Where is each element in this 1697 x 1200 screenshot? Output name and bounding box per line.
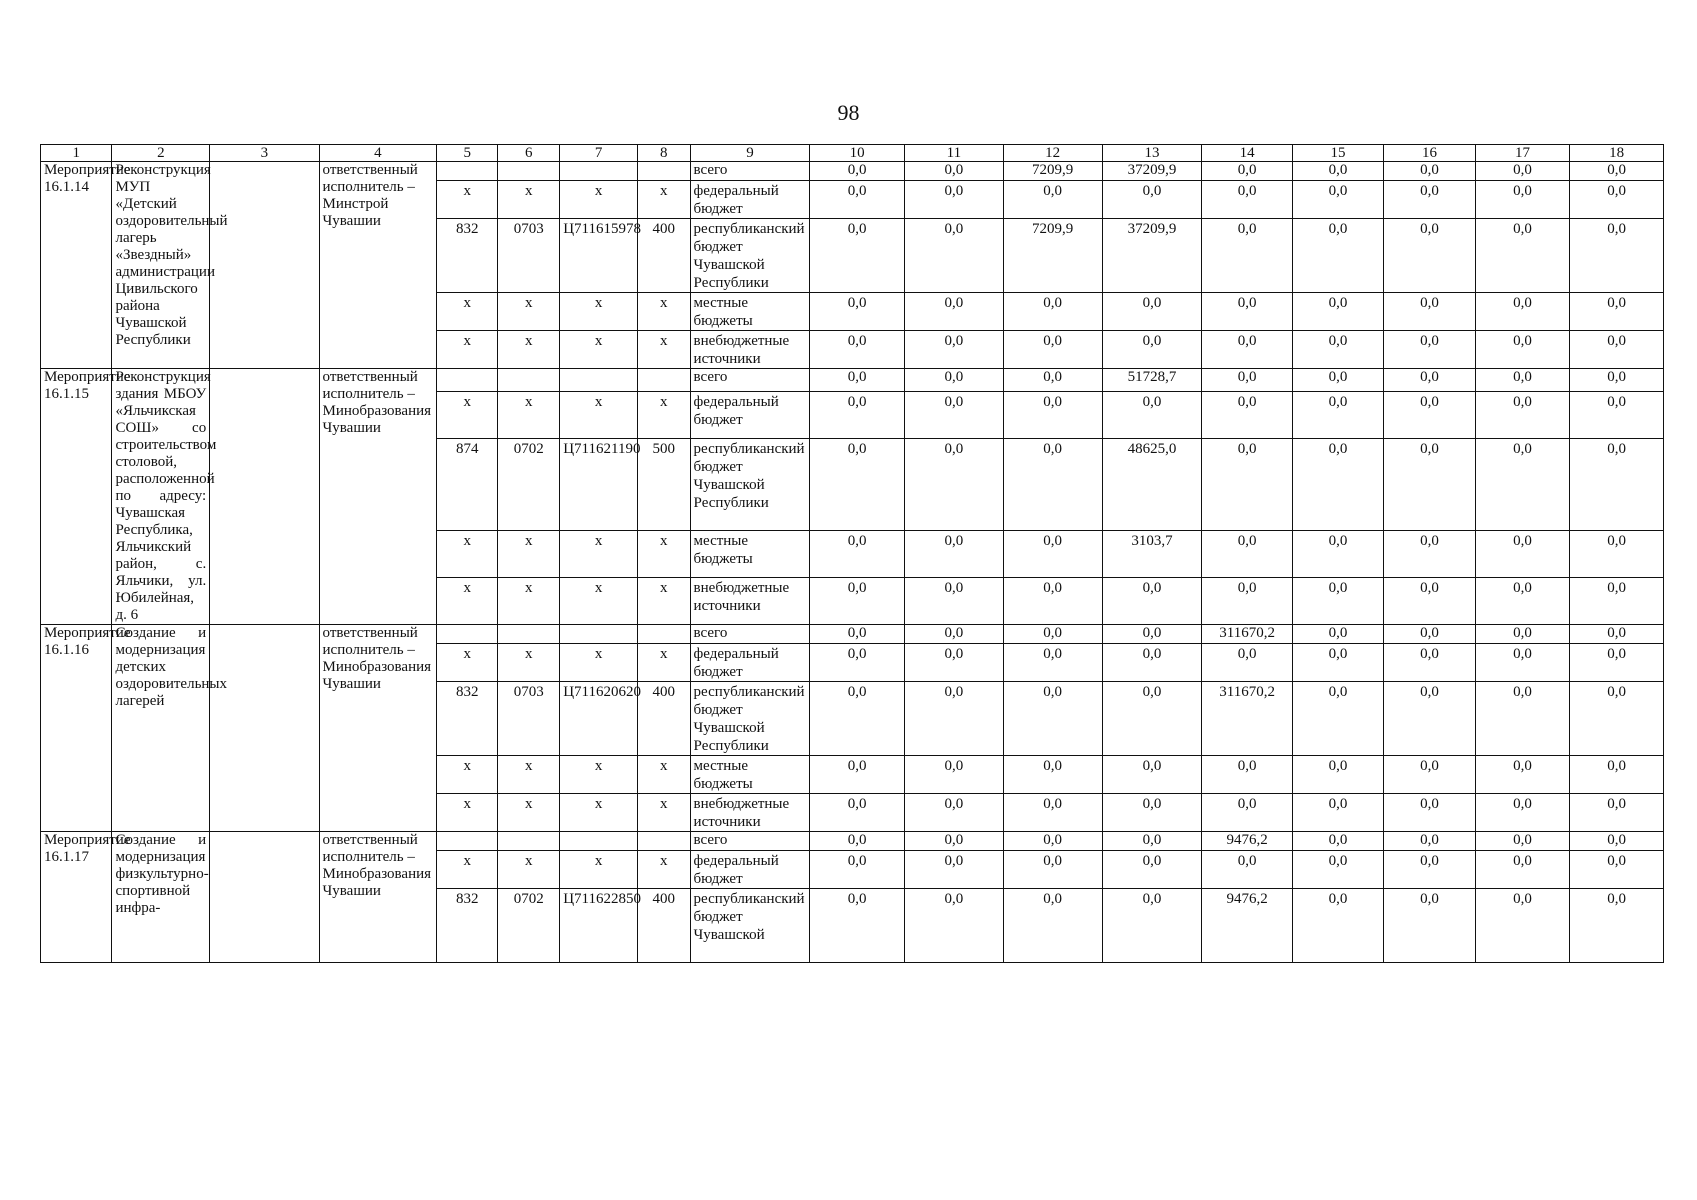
target-article-cell: x (560, 644, 638, 682)
amount-cell: 0,0 (1292, 181, 1383, 219)
amount-cell: 0,0 (1570, 530, 1664, 577)
amount-cell: 0,0 (1570, 331, 1664, 369)
amount-cell: 0,0 (904, 577, 1003, 624)
amount-cell: 0,0 (1003, 369, 1102, 392)
column-number: 16 (1384, 145, 1475, 162)
amount-cell: 0,0 (1475, 625, 1570, 644)
amount-cell: 0,0 (1384, 644, 1475, 682)
amount-cell: 0,0 (904, 794, 1003, 832)
expense-type-cell (638, 832, 691, 851)
funding-source-cell: республиканский бюджет Чувашской (690, 889, 810, 963)
section-code-cell: x (498, 756, 560, 794)
grbs-code-cell: x (437, 794, 498, 832)
amount-cell: 311670,2 (1202, 682, 1292, 756)
amount-cell: 0,0 (810, 293, 905, 331)
amount-cell: 0,0 (1292, 219, 1383, 293)
amount-cell: 0,0 (1102, 625, 1202, 644)
section-code-cell: 0703 (498, 219, 560, 293)
amount-cell: 0,0 (1202, 293, 1292, 331)
section-code-cell (498, 625, 560, 644)
expense-type-cell: 400 (638, 682, 691, 756)
funding-source-cell: республиканский бюджет Чувашской Республики (690, 682, 810, 756)
amount-cell: 0,0 (1292, 331, 1383, 369)
event-number-cell: Мероприятие 16.1.16 (41, 625, 112, 832)
amount-cell: 0,0 (1384, 181, 1475, 219)
amount-cell: 0,0 (1384, 392, 1475, 439)
amount-cell: 0,0 (1570, 181, 1664, 219)
amount-cell: 0,0 (1384, 530, 1475, 577)
amount-cell: 0,0 (1384, 756, 1475, 794)
amount-cell: 311670,2 (1202, 625, 1292, 644)
expense-type-cell: x (638, 293, 691, 331)
funding-source-cell: местные бюджеты (690, 530, 810, 577)
page-number: 98 (837, 100, 860, 125)
amount-cell: 0,0 (1102, 889, 1202, 963)
amount-cell: 0,0 (1003, 644, 1102, 682)
amount-cell: 3103,7 (1102, 530, 1202, 577)
amount-cell: 0,0 (1003, 851, 1102, 889)
expense-type-cell: x (638, 331, 691, 369)
target-article-cell (560, 625, 638, 644)
amount-cell: 0,0 (1384, 794, 1475, 832)
column-number: 4 (319, 145, 437, 162)
amount-cell: 0,0 (1475, 644, 1570, 682)
amount-cell: 0,0 (810, 794, 905, 832)
section-code-cell: x (498, 851, 560, 889)
amount-cell: 0,0 (810, 162, 905, 181)
amount-cell: 0,0 (1384, 439, 1475, 531)
amount-cell: 0,0 (1202, 530, 1292, 577)
amount-cell: 37209,9 (1102, 162, 1202, 181)
amount-cell: 0,0 (904, 756, 1003, 794)
amount-cell: 0,0 (904, 181, 1003, 219)
amount-cell: 0,0 (1292, 369, 1383, 392)
amount-cell: 0,0 (1102, 577, 1202, 624)
amount-cell: 0,0 (1003, 625, 1102, 644)
funding-source-cell: местные бюджеты (690, 293, 810, 331)
amount-cell: 0,0 (1102, 756, 1202, 794)
grbs-code-cell: x (437, 331, 498, 369)
amount-cell: 51728,7 (1102, 369, 1202, 392)
amount-cell: 0,0 (1202, 794, 1292, 832)
column-number: 12 (1003, 145, 1102, 162)
amount-cell: 0,0 (1292, 832, 1383, 851)
section-code-cell (498, 832, 560, 851)
event-name-cell: Реконструкция здания МБОУ «Яльчикская СОШ» со строительством столовой, расположенной по адресу: Чувашская Республика, Яльчикский район, с. Яльчики, ул. Юбилейная, д. 6 (112, 369, 210, 625)
amount-cell: 0,0 (1384, 625, 1475, 644)
amount-cell: 0,0 (904, 625, 1003, 644)
grbs-code-cell: x (437, 644, 498, 682)
amount-cell: 0,0 (1384, 219, 1475, 293)
amount-cell: 0,0 (810, 644, 905, 682)
expense-type-cell: 500 (638, 439, 691, 531)
amount-cell: 0,0 (1475, 832, 1570, 851)
amount-cell: 0,0 (904, 331, 1003, 369)
amount-cell: 0,0 (904, 851, 1003, 889)
column-number: 5 (437, 145, 498, 162)
target-article-cell: Ц711621190 (560, 439, 638, 531)
amount-cell: 0,0 (1102, 682, 1202, 756)
amount-cell: 0,0 (1202, 439, 1292, 531)
amount-cell: 0,0 (1475, 392, 1570, 439)
amount-cell: 0,0 (904, 162, 1003, 181)
amount-cell: 0,0 (810, 530, 905, 577)
funding-source-cell: федеральный бюджет (690, 392, 810, 439)
section-code-cell: x (498, 293, 560, 331)
amount-cell: 0,0 (810, 756, 905, 794)
event-name-cell: Реконструкция МУП «Детский оздоровительный лагерь «Звездный» администрации Цивильского района Чувашской Республики (112, 162, 210, 369)
executor-cell: ответственный исполнитель – Минобразования Чувашии (319, 625, 437, 832)
amount-cell: 0,0 (904, 682, 1003, 756)
grbs-code-cell: x (437, 530, 498, 577)
target-article-cell: x (560, 851, 638, 889)
expense-type-cell: x (638, 392, 691, 439)
section-code-cell: x (498, 181, 560, 219)
amount-cell: 0,0 (1570, 392, 1664, 439)
column-number: 1 (41, 145, 112, 162)
amount-cell: 0,0 (810, 832, 905, 851)
col3-cell (210, 832, 319, 963)
amount-cell: 0,0 (1202, 219, 1292, 293)
budget-table (40, 144, 1664, 963)
amount-cell: 0,0 (904, 889, 1003, 963)
amount-cell: 0,0 (1475, 369, 1570, 392)
section-code-cell (498, 162, 560, 181)
funding-source-cell: внебюджетные источники (690, 331, 810, 369)
amount-cell: 0,0 (904, 219, 1003, 293)
amount-cell: 0,0 (1384, 577, 1475, 624)
event-number-cell: Мероприятие 16.1.14 (41, 162, 112, 369)
amount-cell: 0,0 (810, 577, 905, 624)
amount-cell: 9476,2 (1202, 889, 1292, 963)
column-number: 2 (112, 145, 210, 162)
grbs-code-cell: x (437, 756, 498, 794)
col3-cell (210, 369, 319, 625)
grbs-code-cell: x (437, 181, 498, 219)
funding-source-cell: всего (690, 369, 810, 392)
amount-cell: 0,0 (1384, 331, 1475, 369)
amount-cell: 0,0 (1102, 644, 1202, 682)
amount-cell: 0,0 (810, 392, 905, 439)
amount-cell: 0,0 (810, 889, 905, 963)
section-code-cell: x (498, 331, 560, 369)
amount-cell: 0,0 (1292, 889, 1383, 963)
funding-source-cell: республиканский бюджет Чувашской Республики (690, 219, 810, 293)
amount-cell: 0,0 (810, 369, 905, 392)
event-name-cell: Создание и модернизация физкультурно-спортивной инфра- (112, 832, 210, 963)
column-number: 17 (1475, 145, 1570, 162)
expense-type-cell: x (638, 577, 691, 624)
amount-cell: 0,0 (1475, 756, 1570, 794)
target-article-cell (560, 369, 638, 392)
amount-cell: 0,0 (1570, 162, 1664, 181)
amount-cell: 0,0 (1475, 293, 1570, 331)
amount-cell: 0,0 (1003, 439, 1102, 531)
funding-source-cell: всего (690, 162, 810, 181)
amount-cell: 0,0 (1384, 162, 1475, 181)
target-article-cell: x (560, 293, 638, 331)
funding-source-cell: местные бюджеты (690, 756, 810, 794)
amount-cell: 0,0 (1102, 832, 1202, 851)
amount-cell: 0,0 (1292, 756, 1383, 794)
executor-cell: ответственный исполнитель – Минобразования Чувашии (319, 832, 437, 963)
grbs-code-cell (437, 832, 498, 851)
amount-cell: 0,0 (1475, 682, 1570, 756)
amount-cell: 0,0 (904, 439, 1003, 531)
amount-cell: 0,0 (1292, 530, 1383, 577)
grbs-code-cell: x (437, 392, 498, 439)
grbs-code-cell: x (437, 577, 498, 624)
amount-cell: 0,0 (1292, 851, 1383, 889)
amount-cell: 0,0 (1475, 181, 1570, 219)
amount-cell: 0,0 (1202, 331, 1292, 369)
expense-type-cell: 400 (638, 889, 691, 963)
amount-cell: 9476,2 (1202, 832, 1292, 851)
target-article-cell (560, 832, 638, 851)
amount-cell: 0,0 (904, 644, 1003, 682)
amount-cell: 0,0 (1475, 162, 1570, 181)
section-code-cell: 0702 (498, 439, 560, 531)
amount-cell: 0,0 (1003, 331, 1102, 369)
grbs-code-cell: x (437, 293, 498, 331)
amount-cell: 0,0 (904, 530, 1003, 577)
expense-type-cell (638, 162, 691, 181)
grbs-code-cell: 832 (437, 682, 498, 756)
section-code-cell (498, 369, 560, 392)
amount-cell: 0,0 (1570, 889, 1664, 963)
amount-cell: 0,0 (1202, 644, 1292, 682)
funding-source-cell: федеральный бюджет (690, 851, 810, 889)
section-code-cell: x (498, 644, 560, 682)
amount-cell: 0,0 (1292, 577, 1383, 624)
amount-cell: 0,0 (1102, 181, 1202, 219)
column-number: 14 (1202, 145, 1292, 162)
funding-source-cell: внебюджетные источники (690, 577, 810, 624)
column-number: 18 (1570, 145, 1664, 162)
target-article-cell (560, 162, 638, 181)
amount-cell: 0,0 (1570, 832, 1664, 851)
amount-cell: 0,0 (1003, 756, 1102, 794)
event-name-cell: Создание и модернизация детских оздоровительных лагерей (112, 625, 210, 832)
amount-cell: 0,0 (1570, 794, 1664, 832)
amount-cell: 0,0 (904, 832, 1003, 851)
amount-cell: 0,0 (1102, 392, 1202, 439)
amount-cell: 37209,9 (1102, 219, 1202, 293)
amount-cell: 0,0 (1475, 439, 1570, 531)
expense-type-cell: 400 (638, 219, 691, 293)
column-number-row (41, 145, 1664, 162)
amount-cell: 0,0 (1570, 644, 1664, 682)
funding-source-cell: всего (690, 832, 810, 851)
amount-cell: 0,0 (1570, 577, 1664, 624)
funding-source-cell: федеральный бюджет (690, 644, 810, 682)
target-article-cell: x (560, 794, 638, 832)
amount-cell: 0,0 (904, 392, 1003, 439)
amount-cell: 0,0 (1292, 682, 1383, 756)
section-code-cell: x (498, 530, 560, 577)
funding-source-cell: республиканский бюджет Чувашской Республики (690, 439, 810, 531)
target-article-cell: x (560, 530, 638, 577)
amount-cell: 0,0 (1384, 682, 1475, 756)
column-number: 3 (210, 145, 319, 162)
column-number: 6 (498, 145, 560, 162)
executor-cell: ответственный исполнитель – Минобразования Чувашии (319, 369, 437, 625)
table-row (41, 832, 1664, 851)
amount-cell: 0,0 (810, 851, 905, 889)
column-number: 9 (690, 145, 810, 162)
funding-source-cell: федеральный бюджет (690, 181, 810, 219)
amount-cell: 0,0 (1475, 889, 1570, 963)
amount-cell: 0,0 (1292, 439, 1383, 531)
section-code-cell: 0702 (498, 889, 560, 963)
amount-cell: 0,0 (1102, 851, 1202, 889)
amount-cell: 0,0 (1570, 439, 1664, 531)
amount-cell: 0,0 (810, 439, 905, 531)
section-code-cell: x (498, 392, 560, 439)
amount-cell: 0,0 (1202, 181, 1292, 219)
amount-cell: 0,0 (1003, 392, 1102, 439)
amount-cell: 0,0 (1003, 577, 1102, 624)
amount-cell: 0,0 (1475, 577, 1570, 624)
amount-cell: 0,0 (1384, 851, 1475, 889)
column-number: 13 (1102, 145, 1202, 162)
table-row (41, 369, 1664, 392)
amount-cell: 0,0 (1102, 331, 1202, 369)
expense-type-cell: x (638, 794, 691, 832)
amount-cell: 0,0 (810, 625, 905, 644)
funding-source-cell: внебюджетные источники (690, 794, 810, 832)
amount-cell: 0,0 (1475, 331, 1570, 369)
amount-cell: 0,0 (904, 293, 1003, 331)
section-code-cell: x (498, 577, 560, 624)
amount-cell: 0,0 (1570, 293, 1664, 331)
table-row (41, 162, 1664, 181)
amount-cell: 0,0 (904, 369, 1003, 392)
amount-cell: 0,0 (1292, 162, 1383, 181)
amount-cell: 0,0 (1570, 756, 1664, 794)
amount-cell: 0,0 (1384, 293, 1475, 331)
amount-cell: 0,0 (1384, 369, 1475, 392)
amount-cell: 0,0 (1570, 369, 1664, 392)
column-number: 11 (904, 145, 1003, 162)
amount-cell: 0,0 (1202, 392, 1292, 439)
section-code-cell: 0703 (498, 682, 560, 756)
target-article-cell: Ц711620620 (560, 682, 638, 756)
amount-cell: 0,0 (1202, 851, 1292, 889)
target-article-cell: x (560, 181, 638, 219)
expense-type-cell: x (638, 530, 691, 577)
amount-cell: 0,0 (1003, 794, 1102, 832)
target-article-cell: x (560, 392, 638, 439)
column-number: 10 (810, 145, 905, 162)
target-article-cell: x (560, 331, 638, 369)
expense-type-cell: x (638, 181, 691, 219)
amount-cell: 0,0 (1384, 889, 1475, 963)
amount-cell: 0,0 (1570, 682, 1664, 756)
column-number: 8 (638, 145, 691, 162)
amount-cell: 0,0 (1202, 369, 1292, 392)
amount-cell: 0,0 (1570, 219, 1664, 293)
amount-cell: 0,0 (1003, 530, 1102, 577)
grbs-code-cell (437, 625, 498, 644)
expense-type-cell (638, 625, 691, 644)
target-article-cell: Ц711615978 (560, 219, 638, 293)
expense-type-cell: x (638, 756, 691, 794)
amount-cell: 0,0 (1570, 851, 1664, 889)
col3-cell (210, 162, 319, 369)
amount-cell: 0,0 (1102, 293, 1202, 331)
amount-cell: 0,0 (1475, 794, 1570, 832)
grbs-code-cell (437, 369, 498, 392)
amount-cell: 0,0 (1292, 794, 1383, 832)
amount-cell: 48625,0 (1102, 439, 1202, 531)
amount-cell: 0,0 (1003, 181, 1102, 219)
amount-cell: 7209,9 (1003, 219, 1102, 293)
col3-cell (210, 625, 319, 832)
column-number: 7 (560, 145, 638, 162)
amount-cell: 0,0 (1003, 889, 1102, 963)
expense-type-cell: x (638, 851, 691, 889)
event-number-cell: Мероприятие 16.1.15 (41, 369, 112, 625)
amount-cell: 7209,9 (1003, 162, 1102, 181)
amount-cell: 0,0 (1202, 756, 1292, 794)
amount-cell: 0,0 (810, 181, 905, 219)
amount-cell: 0,0 (1475, 530, 1570, 577)
expense-type-cell: x (638, 644, 691, 682)
grbs-code-cell: 832 (437, 889, 498, 963)
amount-cell: 0,0 (1292, 293, 1383, 331)
amount-cell: 0,0 (1202, 162, 1292, 181)
table-row (41, 625, 1664, 644)
grbs-code-cell: x (437, 851, 498, 889)
grbs-code-cell (437, 162, 498, 181)
funding-source-cell: всего (690, 625, 810, 644)
amount-cell: 0,0 (1475, 851, 1570, 889)
amount-cell: 0,0 (1475, 219, 1570, 293)
executor-cell: ответственный исполнитель – Минстрой Чувашии (319, 162, 437, 369)
amount-cell: 0,0 (810, 682, 905, 756)
target-article-cell: x (560, 756, 638, 794)
expense-type-cell (638, 369, 691, 392)
column-number: 15 (1292, 145, 1383, 162)
amount-cell: 0,0 (810, 331, 905, 369)
amount-cell: 0,0 (1292, 392, 1383, 439)
amount-cell: 0,0 (1292, 644, 1383, 682)
section-code-cell: x (498, 794, 560, 832)
amount-cell: 0,0 (810, 219, 905, 293)
grbs-code-cell: 832 (437, 219, 498, 293)
amount-cell: 0,0 (1292, 625, 1383, 644)
event-number-cell: Мероприятие 16.1.17 (41, 832, 112, 963)
amount-cell: 0,0 (1384, 832, 1475, 851)
target-article-cell: Ц711622850 (560, 889, 638, 963)
amount-cell: 0,0 (1003, 293, 1102, 331)
amount-cell: 0,0 (1202, 577, 1292, 624)
amount-cell: 0,0 (1570, 625, 1664, 644)
target-article-cell: x (560, 577, 638, 624)
amount-cell: 0,0 (1003, 832, 1102, 851)
amount-cell: 0,0 (1003, 682, 1102, 756)
grbs-code-cell: 874 (437, 439, 498, 531)
amount-cell: 0,0 (1102, 794, 1202, 832)
